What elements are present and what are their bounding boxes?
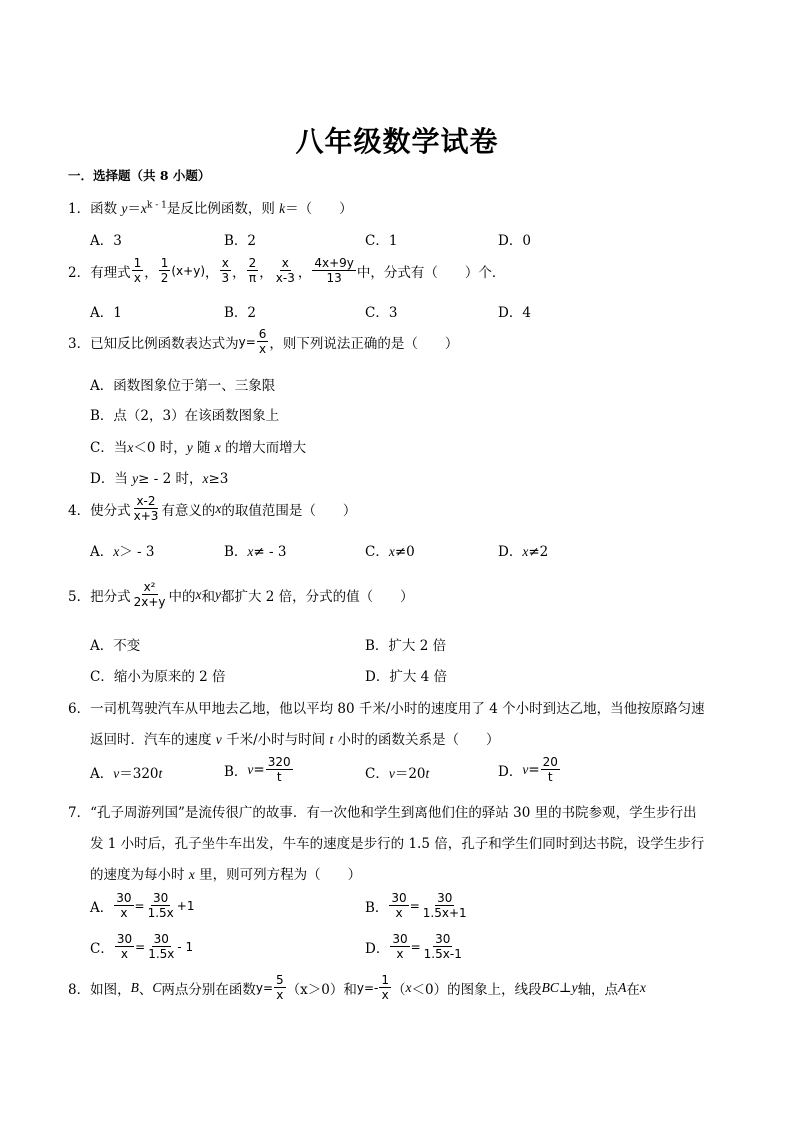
q3-option-d: D．当 y≥ - 2 时，x≥3 [90, 471, 229, 487]
fraction: $\frac{x-2}{x+3}$ [133, 494, 159, 523]
q5-option-b: B．扩大 2 倍 [365, 638, 447, 654]
page-title: 八年级数学试卷 [295, 125, 499, 158]
question-5: 5．把分式 $\frac{\text{x²}}{2x+y}$ 中的 x 和 y 都扩大 2 倍，分式的值（ ） [68, 580, 414, 609]
q4-option-c: C．x≠0 [365, 544, 415, 560]
q1-option-c: C．1 [365, 233, 398, 249]
q3-option-a: A．函数图象位于第一、三象限 [90, 378, 276, 394]
question-7-line-3: 的速度为每小时 x 里，则可列方程为（ ） [90, 867, 362, 883]
q2-option-d: D．4 [498, 305, 531, 321]
q1-option-a: A．3 [90, 233, 122, 249]
fraction: $\frac{1}{x}$ [381, 973, 389, 1002]
fraction: $\frac{5}{x}$ [276, 973, 284, 1002]
q6-option-c: C．v＝20t [365, 766, 430, 782]
q6-option-d: D． v = $\frac{20}{t}$ [498, 755, 558, 784]
q2-option-a: A．1 [90, 305, 122, 321]
question-8: 8．如图， B 、 C 两点分别在函数 y= $\frac{5}{x}$ （x＞0）和 y=- $\frac{1}{x}$ （ x ＜0）的图象上，线段 BC ⊥ y 轴，点 A 在 x [68, 973, 646, 1002]
question-3: 3．已知反比例函数表达式为 y= $\frac{6}{x}$ ，则下列说法正确的是（ ） [68, 327, 459, 356]
fraction: $\frac{1}{x}$ [133, 256, 142, 285]
question-6-line-2: 返回时．汽车的速度 v 千米/小时与时间 t 小时的函数关系是（ ） [90, 732, 500, 748]
q3-option-c: C．当x＜0 时，y 随 x 的增大而增大 [90, 440, 307, 456]
fraction: $\frac{\text{x²}}{2x+y}$ [133, 580, 166, 609]
q5-option-c: C．缩小为原来的 2 倍 [90, 669, 226, 685]
question-7-line-1: 7．“孔子周游列国”是流传很广的故事．有一次他和学生到离他们住的驿站 30 里的书院参观，学生步行出 [68, 805, 697, 821]
question-6-line-1: 6．一司机驾驶汽车从甲地去乙地，他以平均 80 千米/小时的速度用了 4 个小时到达乙地，当他按原路匀速 [68, 701, 705, 717]
fraction: $\frac{1}{2}$ [160, 256, 169, 285]
q6-option-a: A．v＝320t [90, 766, 163, 782]
fraction: $\frac{320}{t}$ [267, 755, 291, 784]
q7-option-a: A． $\frac{30}{x}$ = $\frac{30}{1.5x}$ +1 [90, 891, 195, 920]
q3-option-b: B．点（2，3）在该函数图象上 [90, 408, 280, 424]
fraction: $\frac{x}{3}$ [221, 256, 230, 285]
q1-option-d: D．0 [498, 233, 531, 249]
q7-option-c: C． $\frac{30}{x}$ = $\frac{30}{1.5x}$ - 1 [90, 932, 194, 961]
q7-option-b: B． $\frac{30}{x}$ = $\frac{30}{1.5x+1}$ [365, 891, 467, 920]
fraction: $\frac{x}{x-3}$ [275, 256, 295, 285]
fraction: $\frac{2}{\pi}$ [248, 256, 257, 285]
question-2: 2．有理式 $\frac{1}{x}$ ， $\frac{1}{2}$ (x+y) ， $\frac{x}{3}$ ， $\frac{2}{\pi}$ ， $\frac{x}{x-3}$ ， $\frac{4x+9y}{13}$ 中，分式有（ ）个． [68, 256, 506, 285]
fraction: $\frac{4x+9y}{13}$ [314, 256, 354, 285]
q6-option-b: B． v = $\frac{320}{t}$ [224, 755, 291, 784]
section-heading: 一．选择题（共 8 小题） [68, 168, 211, 183]
q4-option-d: D．x≠2 [498, 544, 549, 560]
q5-option-a: A．不变 [90, 638, 141, 654]
question-4: 4．使分式 $\frac{x-2}{x+3}$ 有意义的 x 的取值范围是（ ） [68, 494, 357, 523]
q4-option-a: A．x＞ - 3 [90, 544, 155, 560]
q2-option-b: B．2 [224, 305, 257, 321]
q2-option-c: C．3 [365, 305, 398, 321]
q5-option-d: D．扩大 4 倍 [365, 669, 447, 685]
q4-option-b: B．x≠ - 3 [224, 544, 287, 560]
question-1: 1．函数 $y=x^{k - 1}$是反比例函数，则 k＝（ ） [68, 200, 353, 217]
question-7-line-2: 发 1 小时后，孔子坐牛车出发，牛车的速度是步行的 1.5 倍，孔子和学生们同时到达书院，设学生步行 [90, 836, 705, 852]
fraction: $\frac{6}{x}$ [258, 327, 267, 356]
q1-option-b: B．2 [224, 233, 257, 249]
q7-option-d: D． $\frac{30}{x}$ = $\frac{30}{1.5x-1}$ [365, 932, 462, 961]
fraction: $\frac{20}{t}$ [542, 755, 558, 784]
